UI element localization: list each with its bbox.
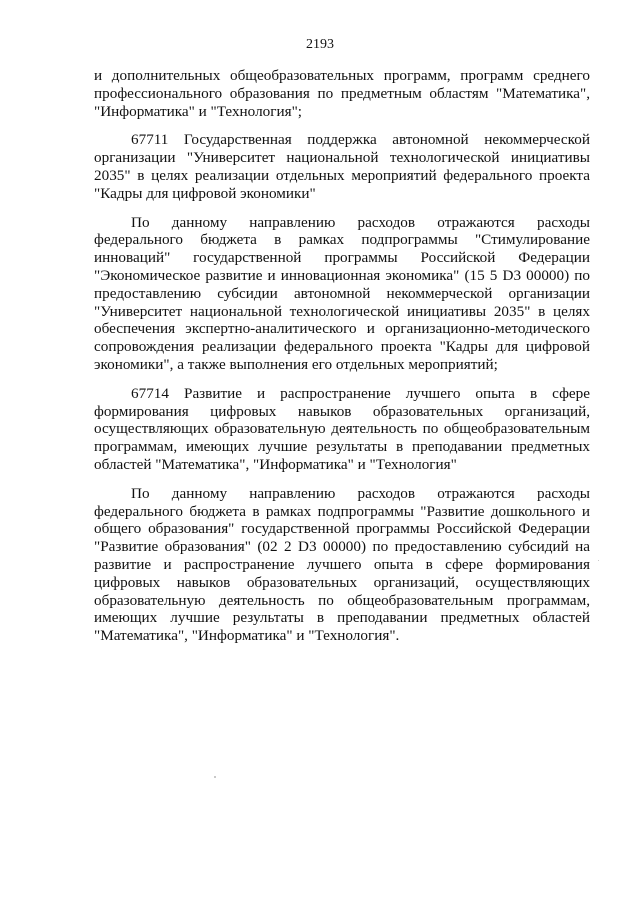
paragraph-description-67714: По данному направлению расходов отражаются расходы федерального бюджета в рамках подпрограммы "Развитие дошкольного и общего образования" государственной программы Российской Федерации "Развитие образования" (02 2 D3 00000) по предоставлению субсидий на развитие и распространение лучшего опыта в сфере формирования цифровых навыков образовательных организаций, осуществляющих образовательную деятельность по общеобразовательным программам, имеющих лучшие результаты в преподавании предметных областей "Математика", "Информатика" и "Технология".: [94, 484, 590, 645]
paragraph-entry-67711: 67711 Государственная поддержка автономной некоммерческой организации "Университет национальной технологической инициативы 2035" в целях реализации отдельных мероприятий федерального проекта "Кадры для цифровой экономики": [94, 131, 590, 202]
paragraph-entry-67714: 67714 Развитие и распространение лучшего опыта в сфере формирования цифровых навыков образовательных организаций, осуществляющих образовательную деятельность по общеобразовательным программам, имеющих лучшие результаты в преподавании предметных областей "Математика", "Информатика" и "Технология": [94, 384, 590, 473]
scan-speck: [214, 776, 216, 778]
paragraph-description-67711: По данному направлению расходов отражаются расходы федерального бюджета в рамках подпрограммы "Стимулирование инноваций" государственной программы Российской Федерации "Экономическое развитие и инновационная экономика" (15 5 D3 00000) по предоставлению субсидии автономной некоммерческой организации "Университет национальной технологической инициативы 2035" в целях обеспечения экспертно-аналитического и организационно-методического сопровождения реализации федерального проекта "Кадры для цифровой экономики", а также выполнения его отдельных мероприятий;: [94, 213, 590, 373]
page-number: 2193: [306, 37, 334, 52]
paragraph-continuation: и дополнительных общеобразовательных программ, программ среднего профессионального образования по предметным областям "Математика", "Информатика" и "Технология";: [94, 67, 590, 120]
document-body: [94, 67, 590, 656]
scan-speck: [598, 560, 599, 561]
